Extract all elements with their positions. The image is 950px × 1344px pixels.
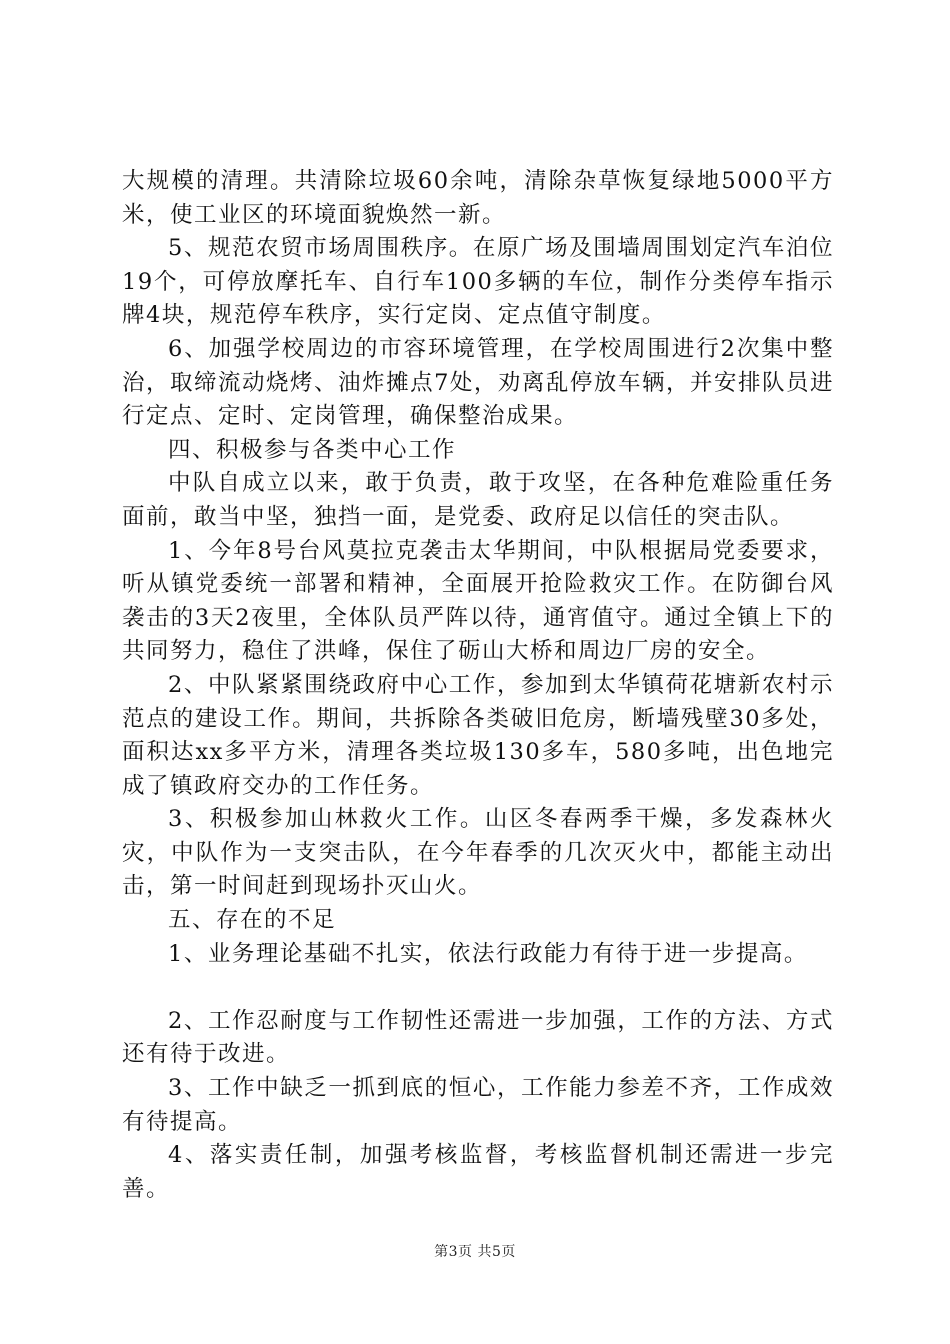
paragraph-shortcoming-2: 2、工作忍耐度与工作韧性还需进一步加强，工作的方法、方式还有待于改进。 bbox=[122, 1007, 834, 1068]
page-number-footer: 第3页 共5页 bbox=[434, 1244, 516, 1260]
paragraph-typhoon-relief: 1、今年8号台风莫拉克袭击太华期间，中队根据局党委要求，听从镇党委统一部署和精神，全面展开抢险救灾工作。在防御台风袭击的3天2夜里，全体队员严阵以待，通宵值守。通过全镇上下的共同努力，稳住了洪峰，保住了砺山大桥和周边厂房的安全。 bbox=[122, 537, 834, 665]
paragraph-team-intro: 中队自成立以来，敢于负责，敢于攻坚，在各种危难险重任务面前，敢当中坚，独挡一面，是党委、政府足以信任的突击队。 bbox=[122, 470, 834, 530]
document-body bbox=[122, 165, 834, 1206]
paragraph-shortcoming-3: 3、工作中缺乏一抓到底的恒心，工作能力参差不齐，工作成效有待提高。 bbox=[122, 1075, 834, 1135]
paragraph-shortcoming-1: 1、业务理论基础不扎实，依法行政能力有待于进一步提高。 bbox=[168, 940, 808, 967]
paragraph-shortcoming-4: 4、落实责任制，加强考核监督，考核监督机制还需进一步完善。 bbox=[122, 1142, 834, 1202]
paragraph-forest-fire: 3、积极参加山林救火工作。山区冬春两季干燥，多发森林火灾，中队作为一支突击队，在今年春季的几次灭火中，都能主动出击，第一时间赶到现场扑灭山火。 bbox=[122, 806, 834, 900]
paragraph-item-5-market-order: 5、规范农贸市场周围秩序。在原广场及围墙周围划定汽车泊位19个，可停放摩托车、自行车100多辆的车位，制作分类停车指示牌4块，规范停车秩序，实行定岗、定点值守制度。 bbox=[122, 235, 834, 329]
section-heading-4: 四、积极参与各类中心工作 bbox=[168, 436, 457, 463]
paragraph-cleanup-result: 大规模的清理。共清除垃圾60余吨，清除杂草恢复绿地5000平方米，使工业区的环境面貌焕然一新。 bbox=[122, 168, 834, 228]
paragraph-item-6-school-area: 6、加强学校周边的市容环境管理，在学校周围进行2次集中整治，取缔流动烧烤、油炸摊点7处，劝离乱停放车辆，并安排队员进行定点、定时、定岗管理，确保整治成果。 bbox=[122, 335, 834, 430]
paragraph-village-demolition: 2、中队紧紧围绕政府中心工作，参加到太华镇荷花塘新农村示范点的建设工作。期间，共拆除各类破旧危房，断墙残壁30多处，面积达xx多平方米，清理各类垃圾130多车，580多吨，出色地完成了镇政府交办的工作任务。 bbox=[122, 671, 834, 799]
section-heading-5: 五、存在的不足 bbox=[168, 907, 337, 934]
